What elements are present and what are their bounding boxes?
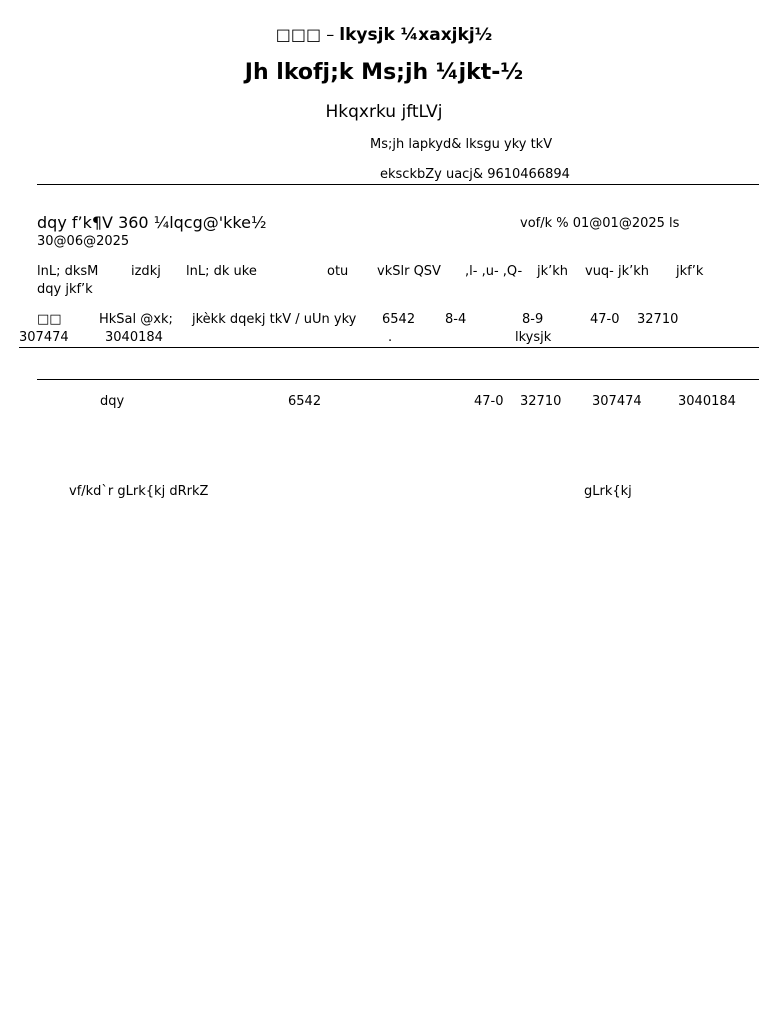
row-weight: 6542 [382, 312, 416, 327]
row-amount: 32710 [637, 312, 679, 327]
header-weight: otu [327, 264, 349, 279]
header-amount: jk’kh [537, 264, 569, 279]
header-member-code: lnL; dksM [37, 264, 99, 279]
mobile-number: eksckbZy uacj& 9610466894 [380, 167, 570, 182]
header-avg-fat: vkSlr QSV [377, 264, 441, 279]
top-dash: – [326, 25, 335, 44]
totals-total: 3040184 [678, 394, 736, 409]
totals-divider [37, 379, 759, 380]
header-snf: ,l- ,u- ,Q- [465, 264, 523, 279]
totals-label: dqy [100, 394, 125, 409]
row-bonus: 307474 [19, 330, 69, 345]
header-divider [37, 184, 759, 185]
row-type: HkSal @xk; [99, 312, 173, 327]
row-fat: 8-4 [445, 312, 467, 327]
row-code: □□ [37, 312, 62, 327]
row-rate: 47-0 [590, 312, 620, 327]
totals-bonus: 307474 [592, 394, 642, 409]
top-bold-text: lkysjk ¼xaxjkj½ [339, 25, 493, 45]
period-end: 30@06@2025 [37, 234, 130, 249]
header-bonus-amount: vuq- jk’kh [585, 264, 650, 279]
header-member-name: lnL; dk uke [186, 264, 257, 279]
period-label: vof/k % 01@01@2025 ls [520, 216, 680, 231]
report-top-line [0, 25, 768, 45]
totals-rate: 47-0 [474, 394, 504, 409]
page-subtitle: Hkqxrku jftLVj [325, 102, 443, 122]
page-title: Jh lkofj;k Ms;jh ¼jkt-½ [244, 60, 524, 85]
authorized-signature-label: vf/kd`r gLrk{kj dRrkZ [69, 484, 209, 499]
row-snf: 8-9 [522, 312, 544, 327]
member-shift-line: dqy f’k¶V 360 ¼lqcg@'kke½ [37, 213, 267, 232]
row-total: 3040184 [105, 330, 163, 345]
totals-amount: 32710 [520, 394, 562, 409]
row-name: jkèkk dqekj tkV / uUn yky [192, 312, 357, 327]
row-divider [19, 347, 759, 348]
row-dot: . [388, 330, 393, 345]
totals-weight: 6542 [288, 394, 322, 409]
dairy-name: Ms;jh lapkyd& lksgu yky tkV [370, 137, 553, 152]
header-total-sum: dqy jkf’k [37, 282, 93, 297]
header-sum: jkf’k [676, 264, 704, 279]
top-prefix: □□□ [275, 25, 322, 44]
header-type: izdkj [131, 264, 161, 279]
signature-label: gLrk{kj [584, 484, 632, 499]
row-village: lkysjk [515, 330, 552, 345]
